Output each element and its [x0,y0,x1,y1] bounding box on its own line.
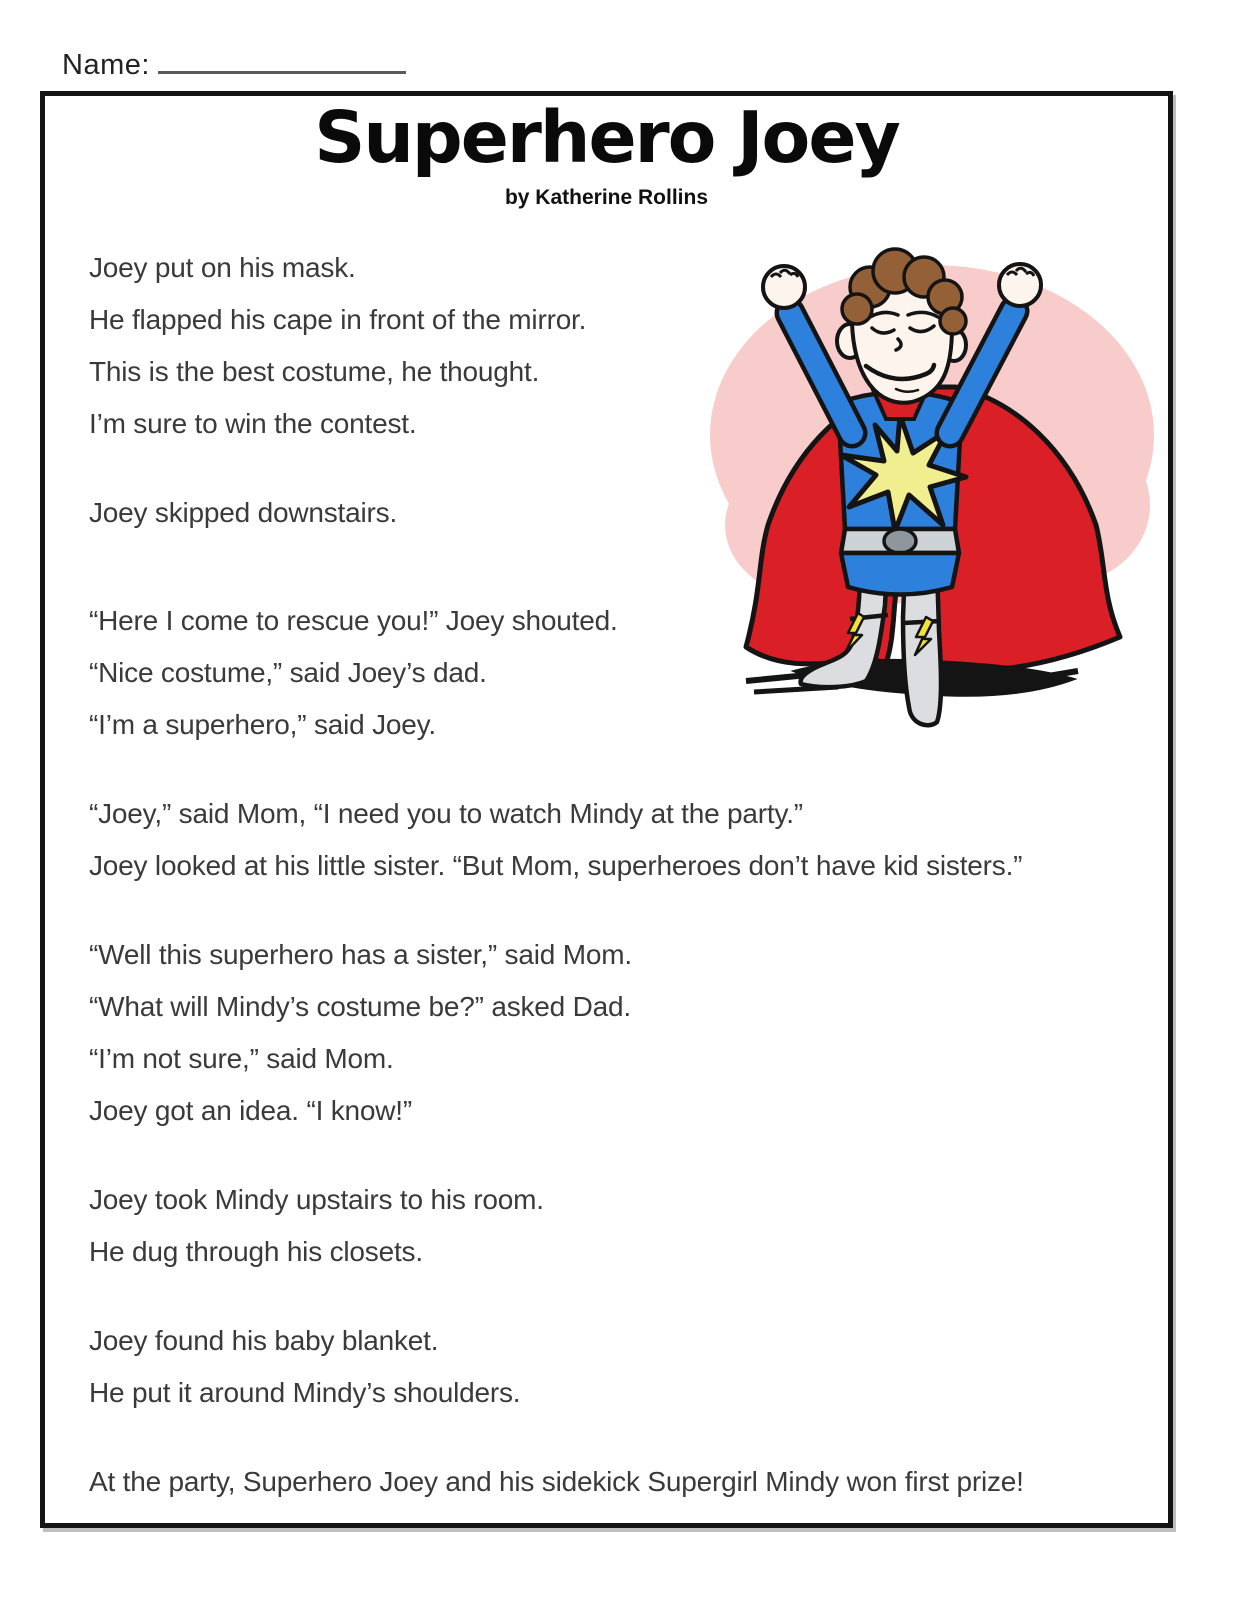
story-paragraph [89,487,1158,539]
story-text [89,242,1158,1545]
story-line: Joey skipped downstairs. [89,497,398,528]
story-frame [40,91,1173,1528]
name-label: Name: [62,49,150,81]
story-line: Joey found his baby blanket. [89,1325,439,1356]
story-paragraph [89,1315,1158,1419]
name-blank-line [158,48,406,74]
story-line: Joey took Mindy upstairs to his room. [89,1184,544,1215]
story-byline: by Katherine Rollins [504,186,709,209]
story-line: This is the best costume, he thought. [89,356,540,387]
name-row [62,48,406,82]
story-line: Joey looked at his little sister. “But Mom, superheroes don’t have kid sisters.” [89,850,1023,881]
story-line: I’m sure to win the contest. [89,408,417,439]
story-line: “Nice costume,” said Joey’s dad. [89,657,487,688]
story-line: “Here I come to rescue you!” Joey shouted. [89,605,618,636]
story-title: Superhero Joey [314,96,899,179]
story-line: He put it around Mindy’s shoulders. [89,1377,521,1408]
story-line: “I’m a superhero,” said Joey. [89,709,436,740]
story-line: Joey got an idea. “I know!” [89,1095,412,1126]
story-line: “Well this superhero has a sister,” said Mom. [89,939,632,970]
story-line: Joey put on his mask. [89,252,356,283]
story-paragraph [89,242,1158,450]
story-paragraph [89,788,1158,892]
story-paragraph [89,595,1158,751]
story-paragraph [89,929,1158,1137]
story-line: “Joey,” said Mom, “I need you to watch Mindy at the party.” [89,798,803,829]
story-line: At the party, Superhero Joey and his sidekick Supergirl Mindy won first prize! [89,1466,1024,1497]
story-line: “What will Mindy’s costume be?” asked Dad. [89,991,631,1022]
story-line: He dug through his closets. [89,1236,423,1267]
story-line: “I’m not sure,” said Mom. [89,1043,394,1074]
story-paragraph [89,1174,1158,1278]
story-line: He flapped his cape in front of the mirror. [89,304,587,335]
story-paragraph [89,1456,1158,1508]
